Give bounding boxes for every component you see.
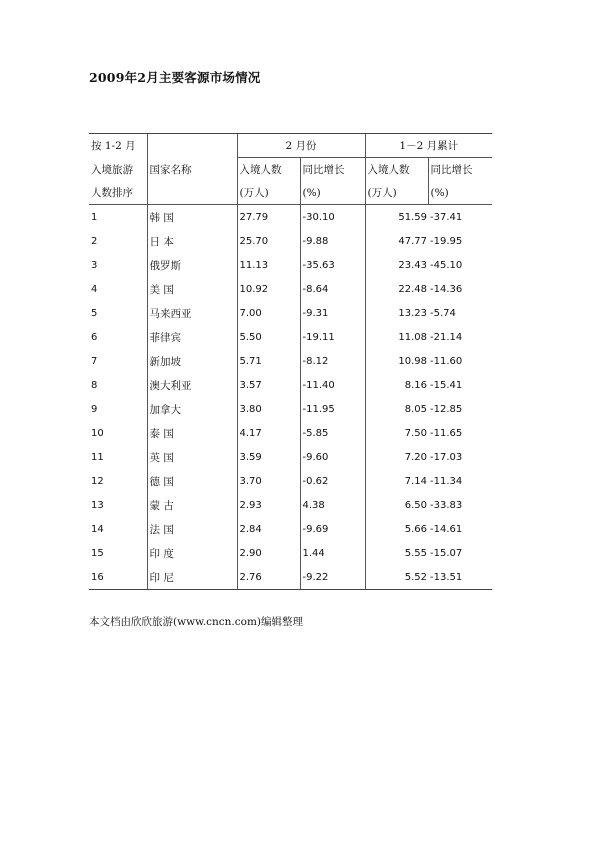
country-cell: 菲律宾: [147, 325, 237, 349]
feb-growth-cell: -9.60: [300, 445, 365, 469]
rank-cell: 11: [91, 451, 104, 463]
feb-growth-cell: -30.10: [300, 205, 365, 230]
cum-arrivals-cell: 22.48: [365, 277, 428, 301]
feb-arrivals-cell: 4.17: [237, 421, 300, 445]
feb-growth-cell: -9.69: [300, 517, 365, 541]
country-cell: 新加坡: [147, 349, 237, 373]
cum-growth-cell: -15.07: [430, 547, 463, 559]
feb-arrivals-cell: 11.13: [237, 253, 300, 277]
table-row: [89, 493, 492, 517]
cum-growth-cell: -21.14: [430, 331, 463, 343]
cum-arrivals-cell: 5.66: [365, 517, 428, 541]
feb-growth-cell: -11.95: [300, 397, 365, 421]
table-row: [89, 301, 492, 325]
feb-growth-cell: -9.31: [300, 301, 365, 325]
feb-arrivals-cell: 2.93: [237, 493, 300, 517]
feb-arrivals-cell: 27.79: [237, 205, 300, 230]
feb-growth-cell: -9.22: [300, 565, 365, 590]
rank-cell: 14: [91, 523, 104, 535]
feb-arrivals-cell: 3.59: [237, 445, 300, 469]
country-cell: 马来西亚: [147, 301, 237, 325]
feb-arrivals-cell: 10.92: [237, 277, 300, 301]
country-cell: 蒙 古: [147, 493, 237, 517]
header-rank-line2: 入境旅游: [91, 163, 133, 176]
cum-arrivals-cell: 8.16: [365, 373, 428, 397]
feb-arrivals-cell: 2.76: [237, 565, 300, 590]
rank-cell: 12: [91, 475, 104, 487]
feb-arrivals-cell: 25.70: [237, 229, 300, 253]
cum-arrivals-cell: 13.23: [365, 301, 428, 325]
cum-arrivals-cell: 6.50: [365, 493, 428, 517]
feb-arrivals-cell: 5.50: [237, 325, 300, 349]
cum-arrivals-cell: 8.05: [365, 397, 428, 421]
cum-growth-cell: -19.95: [430, 235, 463, 247]
header-cumulative: 1－2 月累计: [365, 134, 492, 158]
document-title: 2009年2月主要客源市场情况: [89, 70, 261, 85]
rank-cell: 2: [91, 235, 98, 247]
cum-growth-cell: -14.61: [430, 523, 463, 535]
cum-growth-cell: -11.60: [430, 355, 463, 367]
feb-arrivals-cell: 3.70: [237, 469, 300, 493]
footer-note: 本文档由欣欣旅游(www.cncn.com)编辑整理: [89, 616, 304, 628]
feb-growth-cell: -19.11: [300, 325, 365, 349]
country-cell: 澳大利亚: [147, 373, 237, 397]
table-row: [89, 325, 492, 349]
cum-arrivals-cell: 51.59: [365, 205, 428, 230]
rank-cell: 6: [91, 331, 98, 343]
table-row: [89, 205, 492, 230]
header-cum-arrivals-unit: (万人): [365, 181, 428, 205]
table-row: [89, 277, 492, 301]
feb-growth-cell: -8.12: [300, 349, 365, 373]
cum-growth-cell: -13.51: [428, 565, 492, 590]
country-cell: 加拿大: [147, 397, 237, 421]
rank-cell: 10: [91, 427, 104, 439]
data-table: [89, 133, 492, 590]
rank-cell: 9: [91, 403, 98, 415]
market-table: [89, 133, 492, 590]
table-row: [89, 253, 492, 277]
cum-growth-cell: -12.85: [430, 403, 463, 415]
feb-arrivals-cell: 2.90: [237, 541, 300, 565]
header-feb-growth-unit: (%): [300, 181, 365, 205]
country-cell: 德 国: [147, 469, 237, 493]
header-rank-line3: 人数排序: [89, 181, 147, 205]
table-row: [89, 541, 492, 565]
cum-arrivals-cell: 5.55: [365, 541, 428, 565]
rank-cell: 3: [91, 259, 98, 271]
header-cum-arrivals: 入境人数: [365, 158, 428, 182]
cum-growth-cell: -11.34: [430, 475, 463, 487]
table-row: [89, 373, 492, 397]
table-row: [89, 565, 492, 590]
header-feb-arrivals-unit: (万人): [237, 181, 300, 205]
table-row: [89, 229, 492, 253]
header-rank-line1: 按 1-2 月: [89, 134, 147, 158]
feb-growth-cell: -9.88: [300, 229, 365, 253]
table-row: [89, 517, 492, 541]
feb-growth-cell: -0.62: [300, 469, 365, 493]
cum-growth-cell: -45.10: [430, 259, 463, 271]
feb-growth-cell: -8.64: [300, 277, 365, 301]
header-country: 国家名称: [147, 158, 237, 182]
cum-arrivals-cell: 7.50: [365, 421, 428, 445]
rank-cell: 5: [91, 307, 98, 319]
country-cell: 英 国: [147, 445, 237, 469]
country-cell: 泰 国: [147, 421, 237, 445]
rank-cell: 4: [91, 283, 98, 295]
feb-arrivals-cell: 2.84: [237, 517, 300, 541]
header-cum-growth: 同比增长: [428, 158, 492, 182]
country-cell: 日 本: [147, 229, 237, 253]
cum-growth-cell: -37.41: [430, 211, 463, 223]
rank-cell: 15: [91, 547, 104, 559]
cum-arrivals-cell: 47.77: [365, 229, 428, 253]
feb-arrivals-cell: 5.71: [237, 349, 300, 373]
country-cell: 美 国: [147, 277, 237, 301]
feb-growth-cell: 1.44: [300, 541, 365, 565]
cum-growth-cell: -14.36: [430, 283, 463, 295]
rank-cell: 13: [91, 499, 104, 511]
country-cell: 印 尼: [147, 565, 237, 590]
header-cum-growth-unit: (%): [428, 181, 492, 205]
rank-cell: 16: [89, 565, 147, 590]
feb-growth-cell: -5.85: [300, 421, 365, 445]
table-row: [89, 445, 492, 469]
rank-cell: 7: [91, 355, 98, 367]
feb-arrivals-cell: 3.57: [237, 373, 300, 397]
header-feb-growth: 同比增长: [300, 158, 365, 182]
rank-cell: 8: [91, 379, 98, 391]
table-row: [89, 469, 492, 493]
header-feb: 2 月份: [237, 134, 365, 158]
table-row: [89, 397, 492, 421]
header-feb-arrivals: 入境人数: [237, 158, 300, 182]
feb-growth-cell: 4.38: [300, 493, 365, 517]
cum-growth-cell: -5.74: [430, 307, 456, 319]
cum-arrivals-cell: 10.98: [365, 349, 428, 373]
feb-arrivals-cell: 7.00: [237, 301, 300, 325]
country-cell: 印 度: [147, 541, 237, 565]
feb-growth-cell: -35.63: [300, 253, 365, 277]
cum-arrivals-cell: 7.14: [365, 469, 428, 493]
cum-growth-cell: -17.03: [430, 451, 463, 463]
rank-cell: 1: [91, 211, 98, 223]
cum-arrivals-cell: 23.43: [365, 253, 428, 277]
cum-arrivals-cell: 5.52: [365, 565, 428, 590]
country-cell: 韩 国: [147, 205, 237, 230]
country-cell: 俄罗斯: [147, 253, 237, 277]
table-row: [89, 349, 492, 373]
country-cell: 法 国: [147, 517, 237, 541]
table-row: [89, 421, 492, 445]
cum-growth-cell: -15.41: [430, 379, 463, 391]
cum-growth-cell: -33.83: [430, 499, 463, 511]
feb-growth-cell: -11.40: [300, 373, 365, 397]
cum-arrivals-cell: 7.20: [365, 445, 428, 469]
cum-growth-cell: -11.65: [430, 427, 463, 439]
cum-arrivals-cell: 11.08: [365, 325, 428, 349]
feb-arrivals-cell: 3.80: [237, 397, 300, 421]
